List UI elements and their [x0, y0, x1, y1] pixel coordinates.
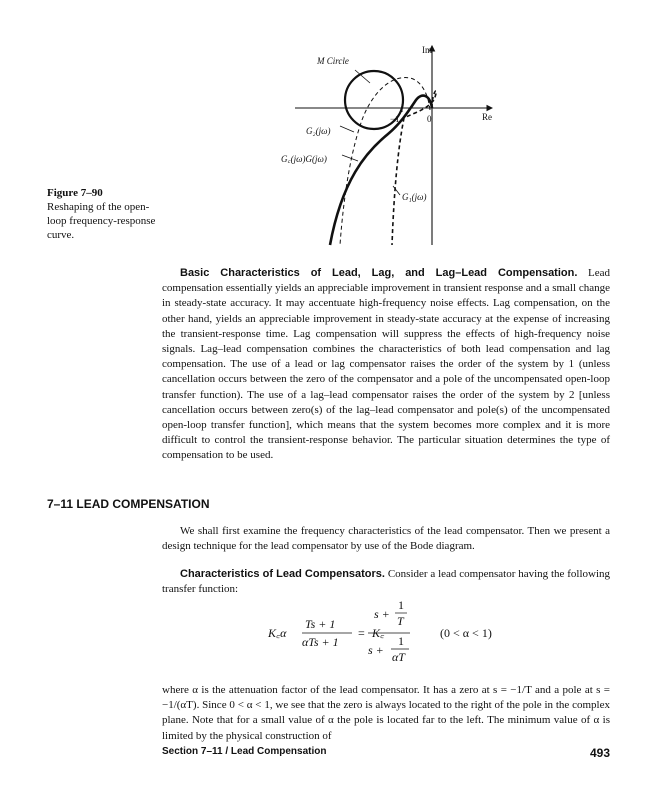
paragraph-lead-heading: Basic Characteristics of Lead, Lag, and Lag–Lead Compensation.: [180, 267, 578, 279]
eq-kc-alpha: K꜀α: [268, 626, 287, 640]
paragraph-characteristics: [162, 567, 610, 597]
paragraph-attenuation: [162, 683, 610, 744]
footer-section: Section 7–11 / Lead Compensation: [162, 746, 327, 757]
eq-equals: =: [358, 626, 365, 640]
g1-leader: [393, 186, 400, 195]
eq-num-T: T: [397, 614, 404, 628]
paragraph-body: We shall first examine the frequency characteristics of the lead compensator. Then we present a design technique for the lead compensator by use of the Bode diagram.: [162, 525, 610, 553]
paragraph-body: Consider a lead compensator having the following transfer function:: [162, 568, 611, 596]
figure-number: Figure 7–90: [47, 187, 103, 199]
minus-one-label: −1: [390, 114, 400, 124]
m-circle-label: M Circle: [317, 56, 349, 66]
g2-label: G₂(jω): [306, 126, 331, 136]
eq-den-one: 1: [398, 634, 404, 648]
eq-den1: αTs + 1: [302, 635, 339, 649]
nyquist-figure: [270, 40, 510, 255]
zero-label: 0: [427, 114, 432, 124]
g2-curve: [340, 78, 430, 245]
eq-condition: (0 < α < 1): [440, 626, 492, 640]
paragraph-body: where α is the attenuation factor of the lead compensator. It has a zero at s = −1/T and a pole at s = −1/(αT). Since 0 < α < 1, we see that the zero is always located to the right of the pole in the complex plane. Note that for a small value of α the pole is located far to the left. The minimum value of α is limited by the physical construction of: [162, 684, 610, 742]
paragraph-body: Lead compensation essentially yields an appreciable improvement in transient response and a small change in steady-state accuracy. It may accentuate high-frequency noise effects. Lag compensation, on the other hand, yields an appreciable improvement in steady-state accuracy at the expense of increasing the transient-response time. Lag compensation will suppress the effects of high-frequency noise signals. Lag–lead compensation combines the characteristics of both lead compensation and lag compensation. The use of a lead or lag compensator raises the order of the system by 1 (unless cancellation occurs between the zero of the compensator and a pole of the uncompensated open-loop transfer function). The use of a lag–lead compensator raises the order of the system by 2 [unless cancellation occurs between zero(s) of the lag–lead compensator and pole(s) of the uncompensated open-loop transfer function], which means that the system becomes more complex and it is more difficult to control the transient-response behavior. The particular situation determines the type of compensation to be used.: [162, 267, 611, 462]
figure-caption: [47, 186, 157, 242]
gcg-leader: [342, 155, 358, 161]
paragraph-intro: [162, 524, 610, 554]
re-label: Re: [482, 112, 492, 122]
section-heading: 7–11 LEAD COMPENSATION: [47, 497, 210, 511]
figure-caption-text: Reshaping of the open-loop frequency-response curve.: [47, 201, 156, 241]
page-number: 493: [589, 746, 610, 760]
eq-num-one: 1: [398, 598, 404, 612]
g1-label: G₁(jω): [402, 192, 427, 202]
paragraph-lead-lag-characteristics: [162, 266, 610, 464]
paragraph-lead-heading: Characteristics of Lead Compensators.: [180, 568, 385, 580]
eq-kc: K꜀: [372, 626, 385, 640]
eq-den-s-plus: s +: [368, 643, 384, 657]
im-label: Im: [422, 45, 432, 55]
gcg-label: G꜀(jω)G(jω): [281, 154, 327, 164]
eq-den-alphaT: αT: [392, 650, 405, 664]
g2-leader: [340, 126, 354, 132]
eq-num1: Ts + 1: [305, 617, 336, 631]
eq-num-s-plus: s +: [374, 607, 390, 621]
transfer-function-equation: [250, 598, 550, 668]
gcg-curve: [330, 96, 432, 245]
